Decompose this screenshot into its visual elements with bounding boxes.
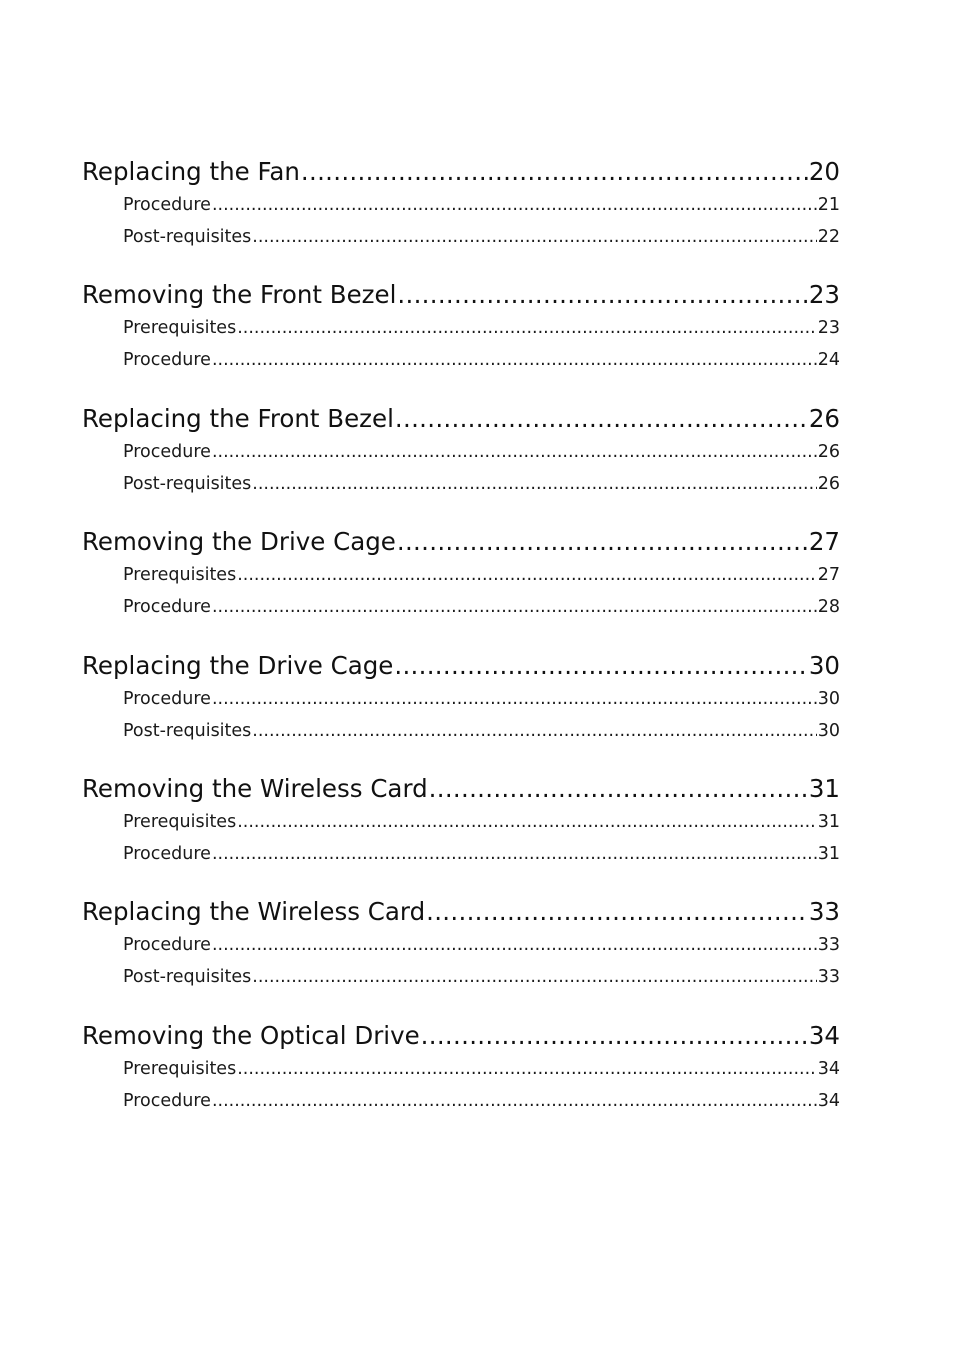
toc-chapter-title: Replacing the Front Bezel [82, 403, 394, 433]
toc-leader-dots [397, 278, 807, 312]
toc-chapter-title: Replacing the Drive Cage [82, 650, 394, 680]
toc-sub-title: Procedure [123, 1090, 211, 1111]
toc-leader-dots [397, 525, 808, 559]
toc-chapter-page: 27 [808, 527, 840, 557]
toc-leader-dots [426, 895, 808, 929]
toc-chapter-page: 20 [808, 157, 840, 186]
toc-leader-dots [212, 591, 817, 623]
toc-sub-title: Procedure [123, 597, 211, 618]
toc-leader-dots [252, 221, 816, 253]
toc-leader-dots [212, 838, 817, 870]
toc-chapter-page: 34 [808, 1020, 840, 1050]
toc-leader-dots [252, 468, 816, 500]
toc-sub-entry[interactable] [82, 344, 840, 376]
toc-chapter-page: 31 [808, 773, 840, 803]
toc-section [82, 278, 840, 401]
toc-sub-title: Prerequisites [123, 811, 237, 832]
toc-leader-dots [212, 436, 817, 468]
toc-sub-title: Procedure [123, 441, 211, 462]
toc-sub-page: 26 [817, 473, 840, 494]
toc-section [82, 772, 840, 895]
toc-chapter-entry[interactable] [82, 402, 840, 436]
toc-sub-page: 31 [817, 811, 840, 832]
toc-sub-page: 27 [817, 565, 840, 586]
toc-sub-entry[interactable] [82, 683, 840, 715]
toc-section [82, 1019, 840, 1142]
toc-chapter-entry[interactable] [82, 649, 840, 683]
toc-sub-page: 33 [817, 935, 840, 956]
toc-sub-page: 30 [817, 688, 840, 709]
toc-sub-page: 34 [817, 1090, 840, 1111]
toc-sub-page: 30 [817, 720, 840, 741]
toc-sub-entry[interactable] [82, 591, 840, 623]
toc-sub-page: 31 [817, 843, 840, 864]
toc-leader-dots [429, 772, 808, 806]
toc-leader-dots [301, 155, 808, 189]
toc-leader-dots [237, 806, 817, 838]
toc-leader-dots [212, 929, 817, 961]
toc-sub-page: 33 [817, 967, 840, 988]
toc-leader-dots [237, 559, 817, 591]
toc-chapter-entry[interactable] [82, 1019, 840, 1053]
toc-chapter-page: 33 [808, 897, 840, 927]
toc-chapter-title: Removing the Front Bezel [82, 280, 397, 310]
toc-leader-dots [212, 344, 817, 376]
toc-sub-title: Prerequisites [123, 565, 237, 586]
toc-sub-title: Procedure [123, 195, 211, 215]
toc-chapter-title: Removing the Optical Drive [82, 1020, 420, 1050]
toc-sub-title: Procedure [123, 843, 211, 864]
toc-chapter-title: Removing the Wireless Card [82, 773, 428, 803]
toc-leader-dots [395, 402, 808, 436]
toc-chapter-page: 23 [808, 280, 840, 310]
toc-sub-title: Post-requisites [123, 473, 252, 494]
toc-sub-title: Procedure [123, 350, 211, 371]
toc-sub-page: 23 [817, 318, 840, 339]
toc-chapter-page: 30 [808, 650, 840, 680]
toc-sub-page: 22 [817, 227, 840, 247]
toc-chapter-title: Replacing the Fan [82, 157, 300, 186]
toc-chapter-page: 26 [808, 403, 840, 433]
toc-leader-dots [212, 683, 817, 715]
toc-sub-page: 34 [817, 1058, 840, 1079]
toc-chapter-title: Removing the Drive Cage [82, 527, 396, 557]
toc-sub-entry[interactable] [82, 312, 840, 344]
toc-leader-dots [212, 1085, 817, 1117]
toc-sub-entry[interactable] [82, 559, 840, 591]
toc-sub-title: Post-requisites [123, 720, 252, 741]
toc-chapter-entry[interactable] [82, 895, 840, 929]
toc-sub-title: Procedure [123, 935, 211, 956]
toc-section [82, 895, 840, 1018]
toc-chapter-entry[interactable] [82, 278, 840, 312]
toc-sub-entry[interactable] [82, 1053, 840, 1085]
toc-sub-entry[interactable] [82, 961, 840, 993]
toc-sub-page: 21 [817, 195, 840, 215]
toc-chapter-entry[interactable] [82, 772, 840, 806]
toc-section [82, 155, 840, 278]
toc-section [82, 649, 840, 772]
toc-sub-page: 28 [817, 597, 840, 618]
toc-sub-title: Prerequisites [123, 1058, 237, 1079]
toc-sub-title: Prerequisites [123, 318, 237, 339]
toc-sub-entry[interactable] [82, 715, 840, 747]
table-of-contents [82, 155, 840, 1142]
toc-leader-dots [394, 649, 807, 683]
toc-leader-dots [252, 961, 816, 993]
toc-chapter-entry[interactable] [82, 525, 840, 559]
toc-sub-title: Post-requisites [123, 967, 252, 988]
toc-leader-dots [237, 1053, 817, 1085]
toc-sub-page: 24 [817, 350, 840, 371]
toc-sub-entry[interactable] [82, 436, 840, 468]
toc-section [82, 525, 840, 648]
toc-sub-entry[interactable] [82, 189, 840, 221]
toc-leader-dots [237, 312, 817, 344]
toc-sub-entry[interactable] [82, 221, 840, 253]
toc-sub-entry[interactable] [82, 1085, 840, 1117]
toc-leader-dots [212, 189, 817, 221]
toc-sub-entry[interactable] [82, 806, 840, 838]
toc-leader-dots [252, 715, 816, 747]
toc-sub-page: 26 [817, 441, 840, 462]
toc-section [82, 402, 840, 525]
toc-leader-dots [421, 1019, 808, 1053]
toc-sub-entry[interactable] [82, 929, 840, 961]
toc-chapter-title: Replacing the Wireless Card [82, 897, 426, 927]
toc-sub-title: Procedure [123, 688, 211, 709]
toc-sub-entry[interactable] [82, 468, 840, 500]
toc-sub-entry[interactable] [82, 838, 840, 870]
toc-sub-title: Post-requisites [123, 227, 252, 247]
toc-chapter-entry[interactable] [82, 155, 840, 189]
